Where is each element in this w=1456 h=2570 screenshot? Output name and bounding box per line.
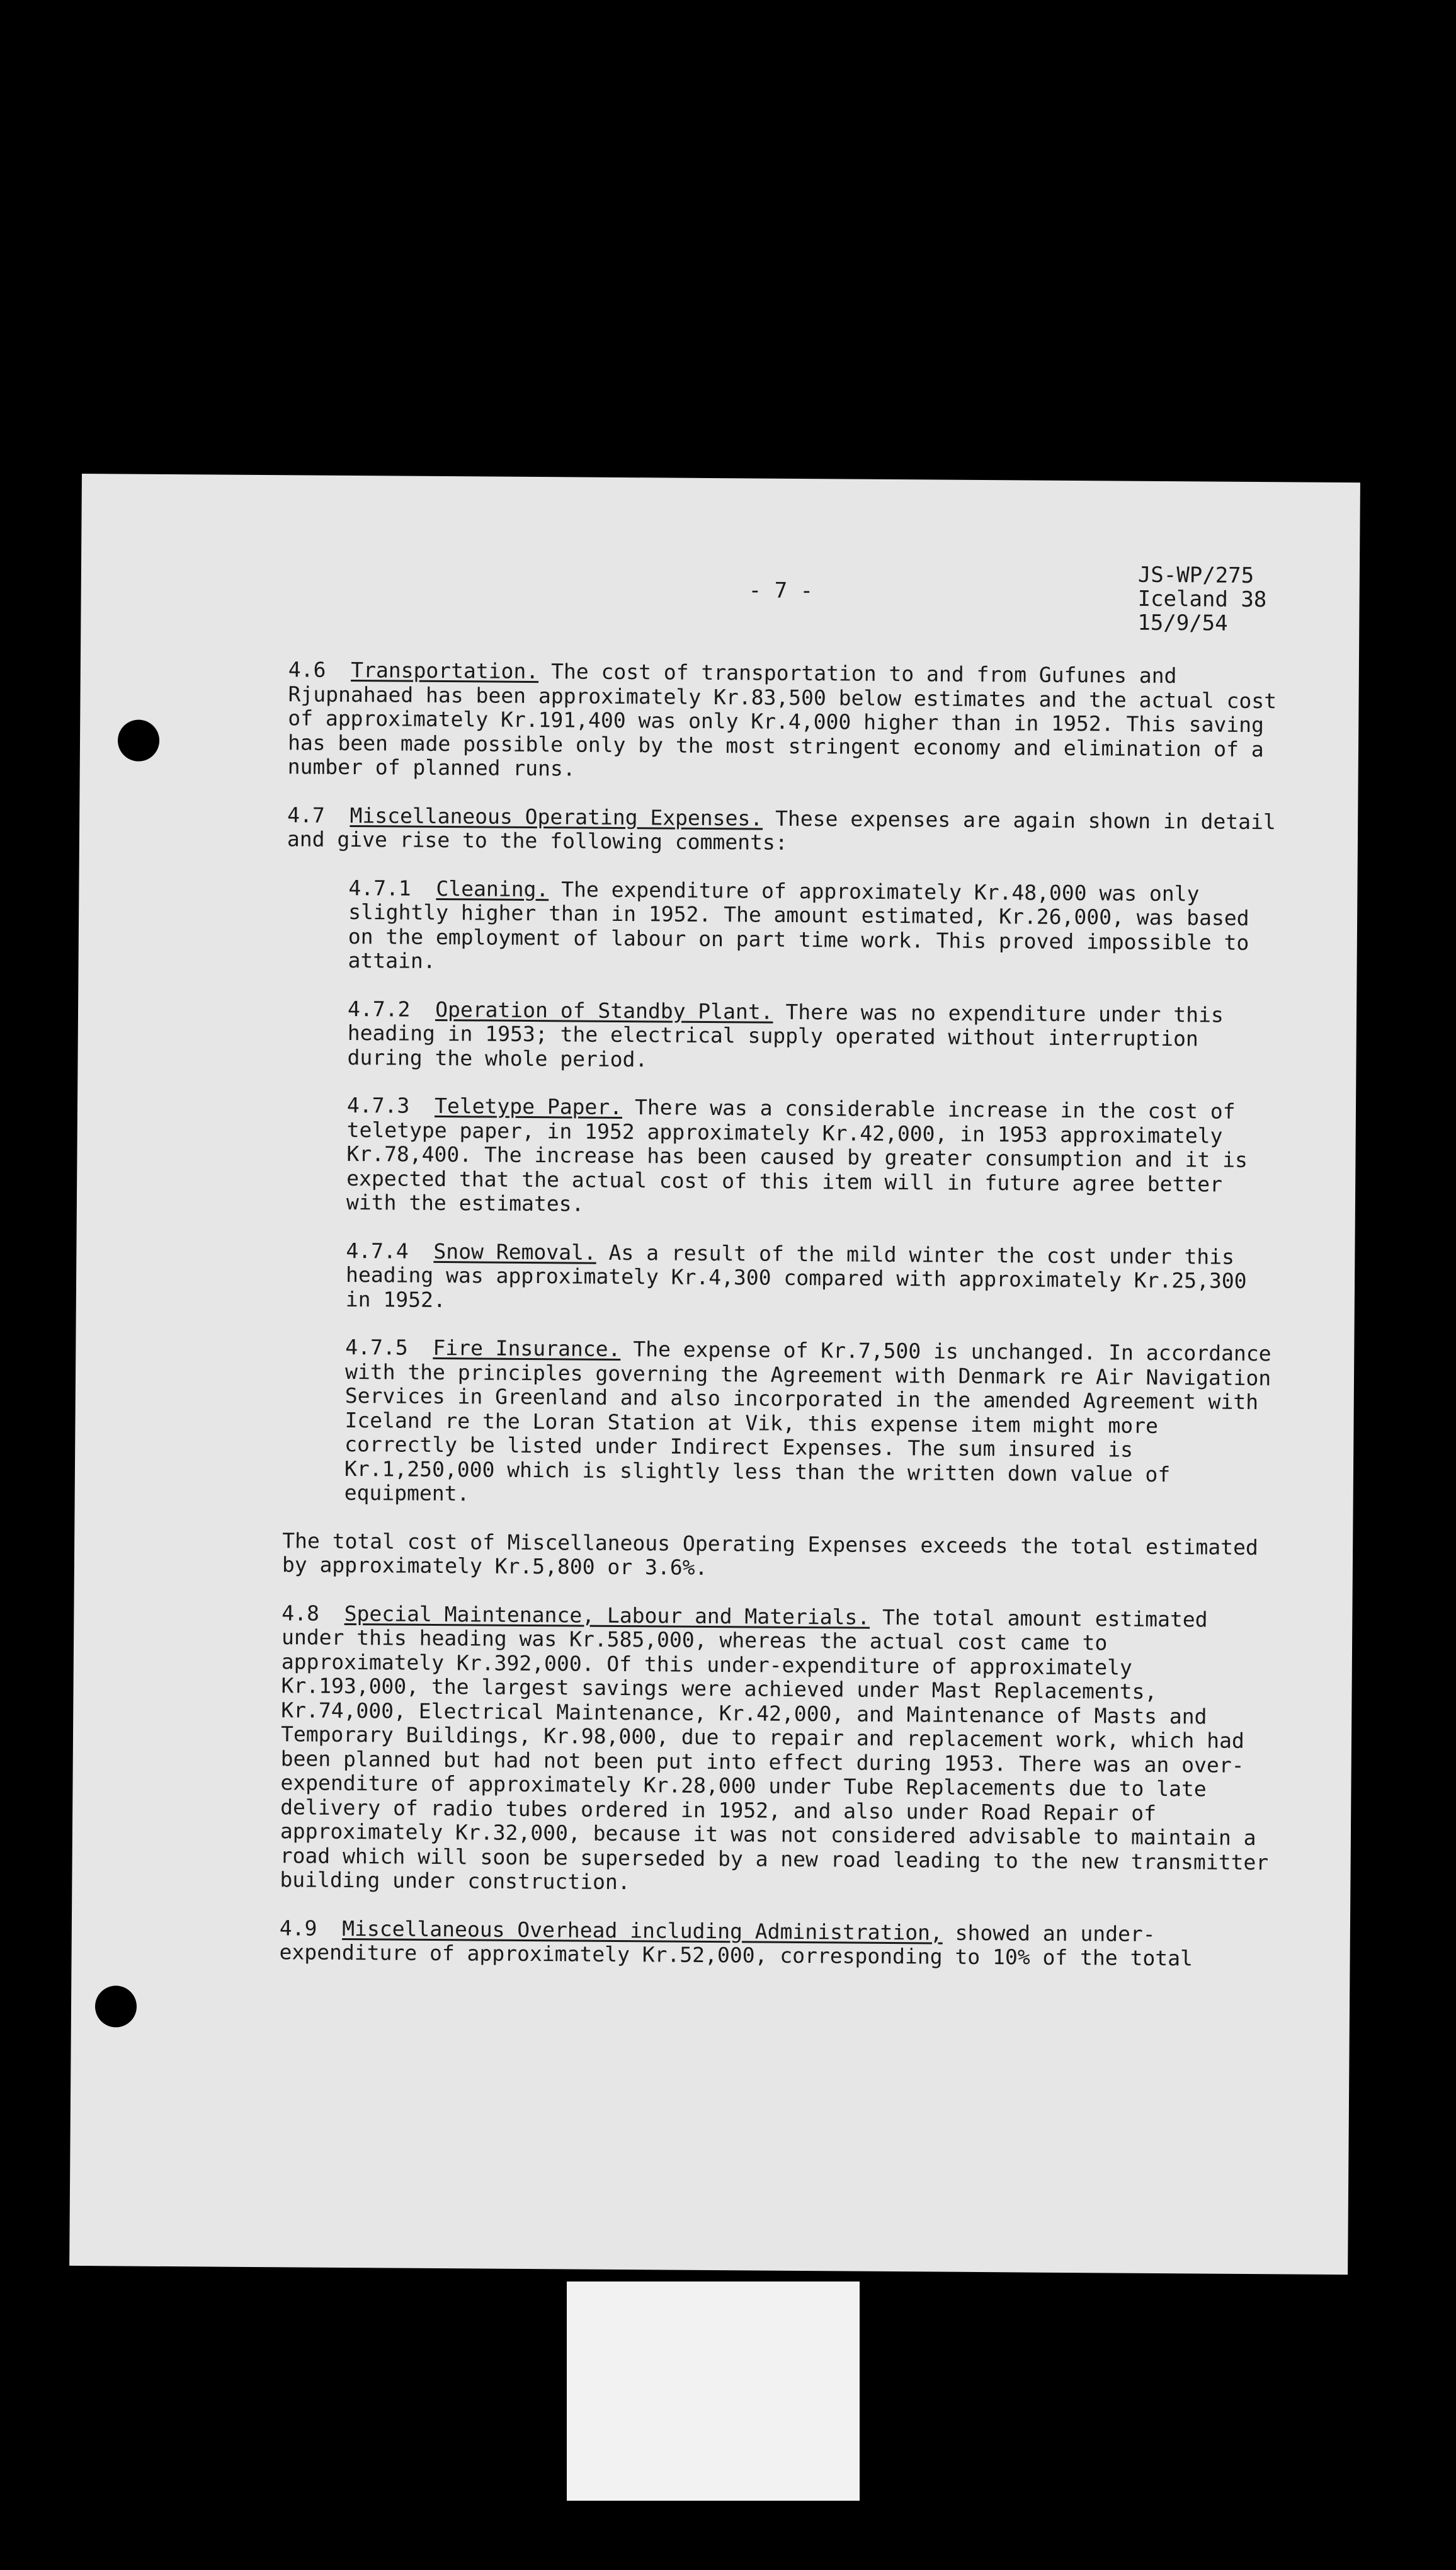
paragraph-number: 4.6: [288, 657, 326, 682]
paragraph-text: There was a considerable increase in the cost of teletype paper, in 1952 approximately Kr.42,000, in 1953 approximately Kr.78,400. The increase has been caused by greater consumption and it is expected that the actual cost of this item will in future agree better with the estimates.: [346, 1095, 1260, 1216]
blank-slip: [567, 2282, 860, 2501]
paragraph-4-7-1: [348, 876, 1275, 979]
paragraph-4-7: [287, 802, 1288, 859]
paragraph-heading: Fire Insurance.: [433, 1335, 621, 1362]
paragraph-text: The expense of Kr.7,500 is unchanged. In accordance with the principles governing the Agreement with Denmark re Air Navigation Services in Greenland and also incorporated in the amended Agreement with Iceland re the Loran Station at Vik, this expense item might more correctly be listed under Indirect Expenses. The sum insured is Kr.1,250,000 which is slightly less than the written down value of equipment.: [344, 1337, 1284, 1506]
paragraph-4-7-4: [346, 1238, 1273, 1318]
paragraph-text: The total amount estimated under this heading was Kr.585,000, whereas the actual cost came to approximately Kr.392,000. Of this under-expenditure of approximately Kr.193,000, the largest savings were achieved under Mast Replacements, Kr.74,000, Electrical Maintenance, Kr.42,000, and Maintenance of Masts and Temporary Buildings, Kr.98,000, due to repair and replacement work, which had been planned but had not been put into effect during 1953. There was an over-expenditure of approximately Kr.28,000 under Tube Replacements due to late delivery of radio tubes ordered in 1952, and also under Road Repair of approximately Kr.32,000, because it was not considered advisable to maintain a road which will soon be superseded by a new road leading to the new transmitter building under construction.: [280, 1604, 1282, 1895]
paragraph-heading: Cleaning.: [436, 876, 549, 901]
paragraph-text: As a result of the mild winter the cost under this heading was approximately Kr.4,300 compared with approximately Kr.25,300 in 1952.: [345, 1240, 1260, 1312]
paragraph-text: showed an under-expenditure of approximately Kr.52,000, corresponding to 10% of the total: [279, 1920, 1193, 1971]
paragraph-heading: Miscellaneous Operating Expenses.: [350, 802, 763, 831]
paragraph-text: The cost of transportation to and from Gufunes and Rjupnahaed has been approximately Kr.83,500 below estimates and the actual cost of approximately Kr.191,400 was only Kr.4,000 higher than in 1952. This saving has been made possible only by the most stringent economy and elimination of a number of planned runs.: [287, 659, 1290, 781]
paragraph-4-7-5: [344, 1334, 1284, 1512]
paragraph-heading: Miscellaneous Overhead including Administration,: [342, 1916, 943, 1945]
paragraph-4-6: [287, 657, 1290, 785]
paragraph-number: 4.9: [279, 1915, 317, 1941]
paragraph-number: 4.7.3: [346, 1092, 410, 1118]
punch-hole: [95, 1985, 137, 2027]
paragraph-number: 4.7.5: [345, 1334, 408, 1360]
reference-country: Iceland 38: [1137, 586, 1267, 613]
paragraph-text: The expenditure of approximately Kr.48,000 was only slightly higher than in 1952. The amount estimated, Kr.26,000, was based on the employment of labour on part time work. This proved impossible to attain.: [348, 876, 1262, 973]
paragraph-total: [282, 1529, 1271, 1584]
paragraph-number: 4.8: [282, 1600, 320, 1626]
document-reference: [1137, 563, 1266, 636]
paragraph-heading: Teletype Paper.: [434, 1093, 623, 1120]
paragraph-heading: Transportation.: [351, 657, 539, 684]
paragraph-text: There was no expenditure under this heading in 1953; the electrical supply operated without interruption during the whole period.: [347, 999, 1236, 1071]
reference-date: 15/9/54: [1137, 610, 1228, 636]
paragraph-heading: Special Maintenance, Labour and Materials.: [344, 1601, 870, 1630]
paragraph-number: 4.7.1: [348, 875, 411, 901]
paragraph-4-7-2: [347, 997, 1275, 1076]
paragraph-number: 4.7.4: [346, 1238, 409, 1264]
paragraph-4-7-3: [346, 1094, 1274, 1221]
paragraph-4-9: [279, 1916, 1268, 1972]
page-number: - 7 -: [748, 578, 814, 604]
reference-code: JS-WP/275: [1137, 562, 1254, 588]
paragraph-text: The total cost of Miscellaneous Operating Expenses exceeds the total estimated by approximately Kr.5,800 or 3.6%.: [282, 1528, 1271, 1580]
paragraph-number: 4.7: [287, 802, 325, 828]
paragraph-number: 4.7.2: [347, 996, 411, 1022]
punch-hole: [118, 719, 159, 761]
paragraph-heading: Snow Removal.: [433, 1238, 596, 1265]
document-page: [69, 474, 1360, 2275]
paragraph-text: These expenses are again shown in detail and give rise to the following comments:: [287, 806, 1288, 855]
paragraph-heading: Operation of Standby Plant.: [435, 997, 773, 1024]
document-body: [279, 657, 1290, 1995]
paragraph-4-8: [280, 1600, 1282, 1899]
